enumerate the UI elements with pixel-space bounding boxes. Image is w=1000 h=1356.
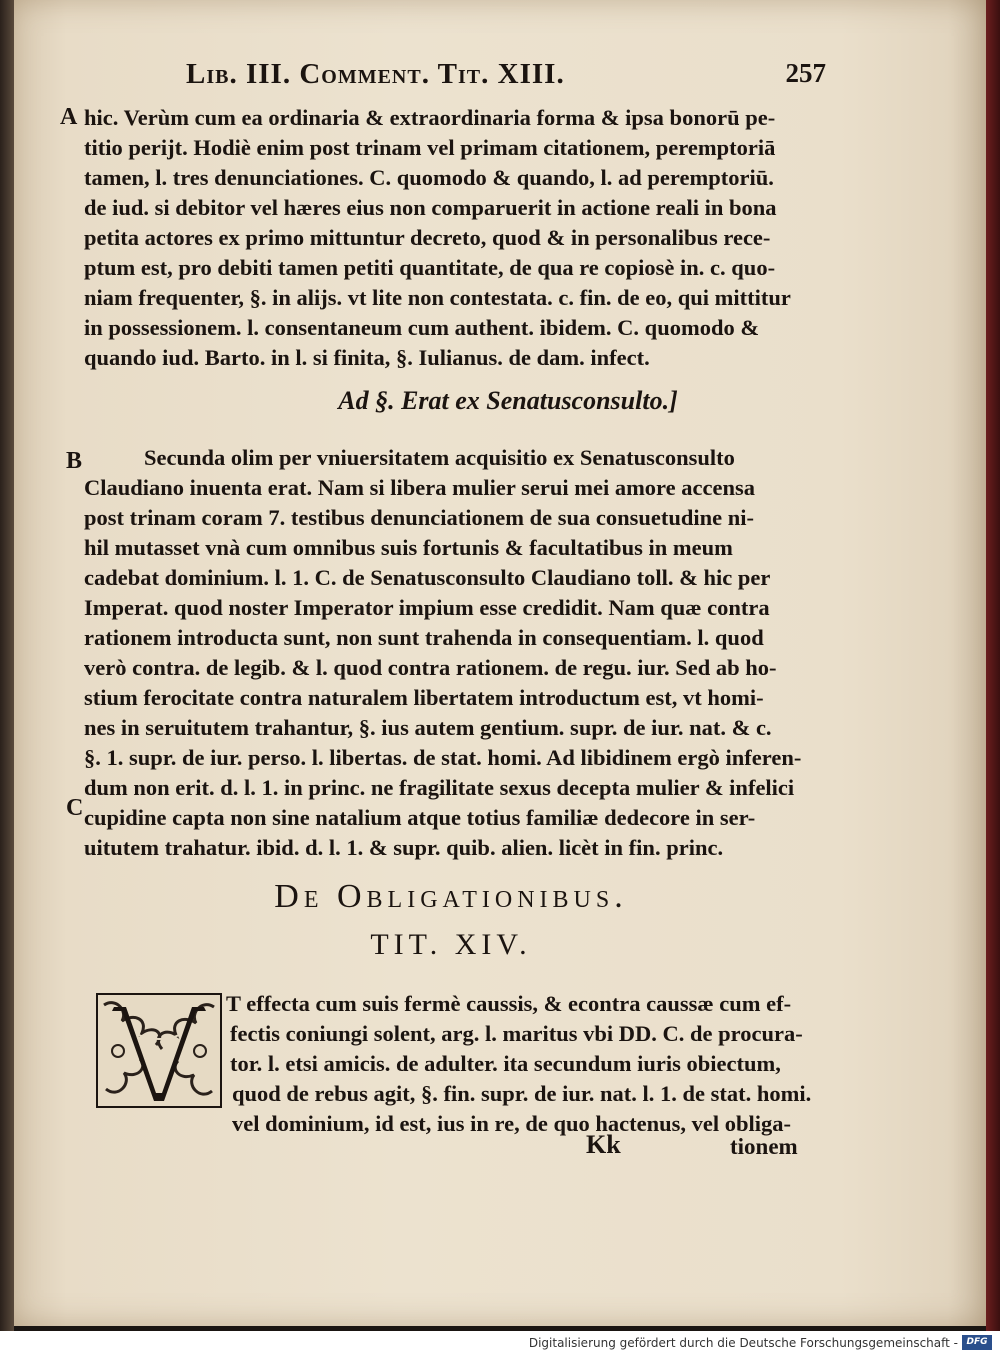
text-line: tor. l. etsi amicis. de adulter. ita secundum iuris obiectum, bbox=[230, 1051, 781, 1076]
text-line: petita actores ex primo mittuntur decreto, quod & in personalibus rece- bbox=[84, 225, 771, 250]
text-line: dum non erit. d. l. 1. in princ. ne fragilitate sexus decepta mulier & infelici bbox=[84, 775, 795, 800]
text-line: Secunda olim per vniuersitatem acquisitio ex Senatusconsulto bbox=[144, 445, 735, 470]
text-line: rationem introducta sunt, non sunt trahenda in consequentiam. l. quod bbox=[84, 625, 764, 650]
decorated-initial-v-icon bbox=[96, 993, 222, 1108]
text-line: quando iud. Barto. in l. si finita, §. Iulianus. de dam. infect. bbox=[84, 345, 650, 370]
binding-right-edge bbox=[986, 0, 1000, 1331]
running-title: Lib. III. Comment. Tit. XIII. bbox=[186, 58, 565, 90]
text-line: Claudiano inuenta erat. Nam si libera mulier serui mei amore accensa bbox=[84, 475, 755, 500]
footer-credit: Digitalisierung gefördert durch die Deutsche Forschungsgemeinschaft - bbox=[528, 1336, 958, 1350]
margin-letter-a: A bbox=[60, 104, 78, 130]
margin-letter-b: B bbox=[66, 448, 83, 474]
sub-heading: Ad §. Erat ex Senatusconsulto.] bbox=[338, 386, 678, 415]
text-line: titio perijt. Hodiè enim post trinam vel primam citationem, peremptoriā bbox=[84, 135, 776, 160]
text-line: §. 1. supr. de iur. perso. l. libertas. de stat. homi. Ad libidinem ergò inferen- bbox=[84, 745, 802, 770]
text-line: in possessionem. l. consentaneum cum authent. ibidem. C. quomodo & bbox=[84, 315, 760, 340]
text-line: Imperat. quod noster Imperator impium esse credidit. Nam quæ contra bbox=[84, 595, 770, 620]
text-line: quod de rebus agit, §. fin. supr. de iur. nat. l. 1. de stat. homi. bbox=[232, 1081, 812, 1106]
binding-left-edge bbox=[0, 0, 14, 1331]
text-line: hic. Verùm cum ea ordinaria & extraordinaria forma & ipsa bonorū pe- bbox=[84, 105, 776, 130]
text-line: cupidine capta non sine natalium atque totius familiæ dedecore in ser- bbox=[84, 805, 756, 830]
text-line: vel dominium, id est, ius in re, de quo hactenus, vel obliga- bbox=[232, 1111, 792, 1136]
catchword: tionem bbox=[730, 1134, 798, 1159]
footer-bar bbox=[0, 1331, 1000, 1356]
text-line: niam frequenter, §. in alijs. vt lite non contestata. c. fin. de eo, qui mittitur bbox=[84, 285, 791, 310]
text-line: post trinam coram 7. testibus denunciationem de sua consuetudine ni- bbox=[84, 505, 755, 530]
text-line: nes in seruitutem trahantur, §. ius autem gentium. supr. de iur. nat. & c. bbox=[84, 715, 772, 740]
book-page bbox=[8, 0, 987, 1326]
text-line: verò contra. de legib. & l. quod contra rationem. de regu. iur. Sed ab ho- bbox=[84, 655, 777, 680]
running-head bbox=[186, 58, 826, 98]
margin-letter-c: C bbox=[66, 795, 84, 821]
text-line: stium ferocitate contra naturalem libertatem introductum est, vt homi- bbox=[84, 685, 764, 710]
text-line: hil mutasset vnà cum omnibus suis fortunis & facultatibus in meum bbox=[84, 535, 733, 560]
page-number: 257 bbox=[785, 58, 826, 88]
chapter-title: De Obligationibus. bbox=[274, 878, 628, 915]
chapter-number: TIT. XIV. bbox=[370, 928, 532, 961]
signature-mark: Kk bbox=[586, 1130, 621, 1159]
text-line: cadebat dominium. l. 1. C. de Senatusconsulto Claudiano toll. & hic per bbox=[84, 565, 771, 590]
text-line: ptum est, pro debiti tamen petiti quantitate, de qua re copiosè in. c. quo- bbox=[84, 255, 776, 280]
text-line: de iud. si debitor vel hæres eius non comparuerit in actione reali in bona bbox=[84, 195, 777, 220]
dfg-logo-icon: DFG bbox=[962, 1335, 992, 1350]
text-line: fectis coniungi solent, arg. l. maritus vbi DD. C. de procura- bbox=[230, 1021, 803, 1046]
text-line: tamen, l. tres denunciationes. C. quomodo & quando, l. ad peremptoriū. bbox=[84, 165, 774, 190]
text-line: uitutem trahatur. ibid. d. l. 1. & supr. quib. alien. licèt in fin. princ. bbox=[84, 835, 724, 860]
text-line: T effecta cum suis fermè caussis, & econtra caussæ cum ef- bbox=[226, 991, 792, 1016]
